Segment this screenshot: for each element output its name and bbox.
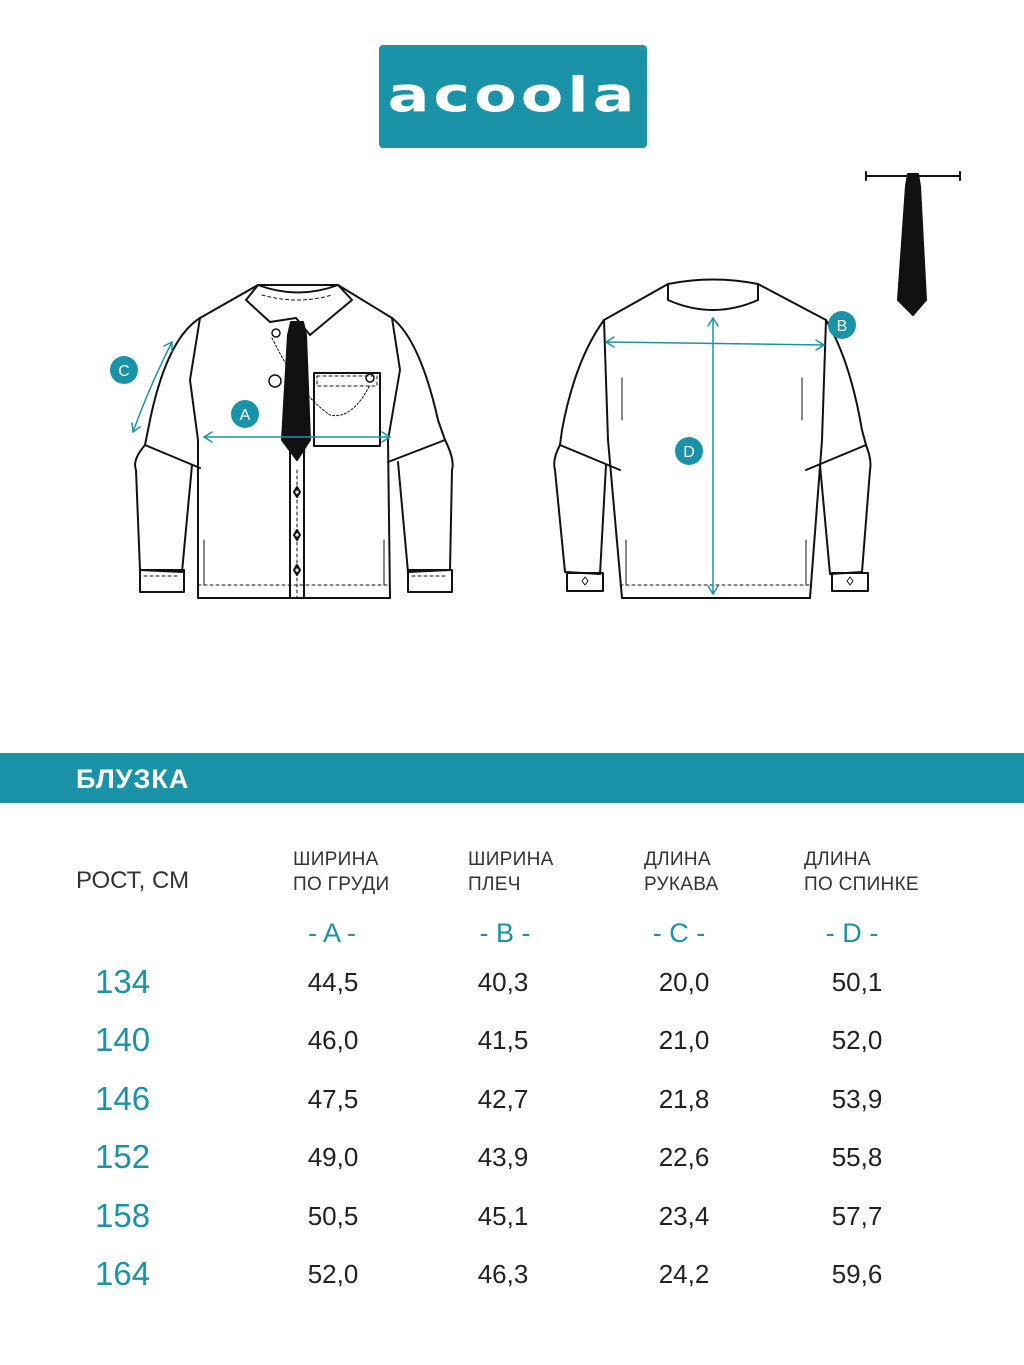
cell-chest-width: 50,5 <box>307 1201 359 1231</box>
cell-shoulder-width: 40,3 <box>477 967 529 997</box>
section-header-bar <box>0 753 1024 803</box>
column-header-b: ШИРИНА ПЛЕЧ <box>468 849 554 895</box>
cell-back-length: 59,6 <box>831 1259 883 1289</box>
tie-icon <box>866 172 960 315</box>
measure-d <box>708 318 718 594</box>
column-header-d: ДЛИНА ПО СПИНКЕ <box>804 849 919 895</box>
svg-text:D: D <box>683 444 695 461</box>
column-header-a: ШИРИНА ПО ГРУДИ <box>293 849 390 895</box>
row-size: 134 <box>95 963 151 1000</box>
cell-shoulder-width: 42,7 <box>477 1084 529 1114</box>
cell-chest-width: 49,0 <box>307 1142 359 1172</box>
row-size: 164 <box>95 1255 151 1292</box>
cell-sleeve-length: 24,2 <box>658 1259 710 1289</box>
table-row <box>0 963 1024 1003</box>
column-letter-a: - A - <box>307 918 356 948</box>
cell-shoulder-width: 41,5 <box>477 1025 529 1055</box>
column-letter-d: - D - <box>825 918 879 948</box>
svg-text:A: A <box>239 407 251 424</box>
marker-b-icon <box>828 311 856 339</box>
measure-b <box>606 337 824 350</box>
measure-c <box>132 342 172 432</box>
cell-sleeve-length: 20,0 <box>658 967 710 997</box>
height-column-header: РОСТ, СМ <box>76 867 190 894</box>
garment-technical-drawing <box>0 160 1024 610</box>
cell-sleeve-length: 21,0 <box>658 1025 710 1055</box>
section-title: БЛУЗКА <box>76 764 190 794</box>
cell-chest-width: 52,0 <box>307 1259 359 1289</box>
brand-logo-text: acoola <box>387 65 639 123</box>
svg-text:C: C <box>118 363 130 380</box>
cell-sleeve-length: 23,4 <box>658 1201 710 1231</box>
cell-back-length: 50,1 <box>831 967 883 997</box>
cell-back-length: 52,0 <box>831 1025 883 1055</box>
svg-text:B: B <box>836 318 848 335</box>
cell-sleeve-length: 22,6 <box>658 1142 710 1172</box>
marker-d-icon <box>675 437 703 465</box>
brand-logo <box>379 45 647 148</box>
table-row <box>0 1080 1024 1120</box>
shirt-front-view <box>135 285 453 598</box>
cell-shoulder-width: 43,9 <box>477 1142 529 1172</box>
table-row <box>0 1197 1024 1237</box>
row-size: 158 <box>95 1197 151 1234</box>
cell-back-length: 53,9 <box>831 1084 883 1114</box>
cell-sleeve-length: 21,8 <box>658 1084 710 1114</box>
row-size: 146 <box>95 1080 151 1117</box>
cell-chest-width: 47,5 <box>307 1084 359 1114</box>
column-header-c: ДЛИНА РУКАВА <box>644 849 719 895</box>
row-size: 140 <box>95 1021 151 1058</box>
cell-chest-width: 44,5 <box>307 967 359 997</box>
marker-c-icon <box>110 356 138 384</box>
cell-shoulder-width: 45,1 <box>477 1201 529 1231</box>
table-row <box>0 1255 1024 1295</box>
cell-back-length: 57,7 <box>831 1201 883 1231</box>
column-letter-c: - C - <box>652 918 706 948</box>
cell-chest-width: 46,0 <box>307 1025 359 1055</box>
table-row <box>0 1021 1024 1061</box>
table-row <box>0 1138 1024 1178</box>
row-size: 152 <box>95 1138 151 1175</box>
column-letter-b: - B - <box>479 918 531 948</box>
cell-back-length: 55,8 <box>831 1142 883 1172</box>
tie-on-shirt <box>282 322 310 460</box>
marker-a-icon <box>231 400 259 428</box>
cell-shoulder-width: 46,3 <box>477 1259 529 1289</box>
